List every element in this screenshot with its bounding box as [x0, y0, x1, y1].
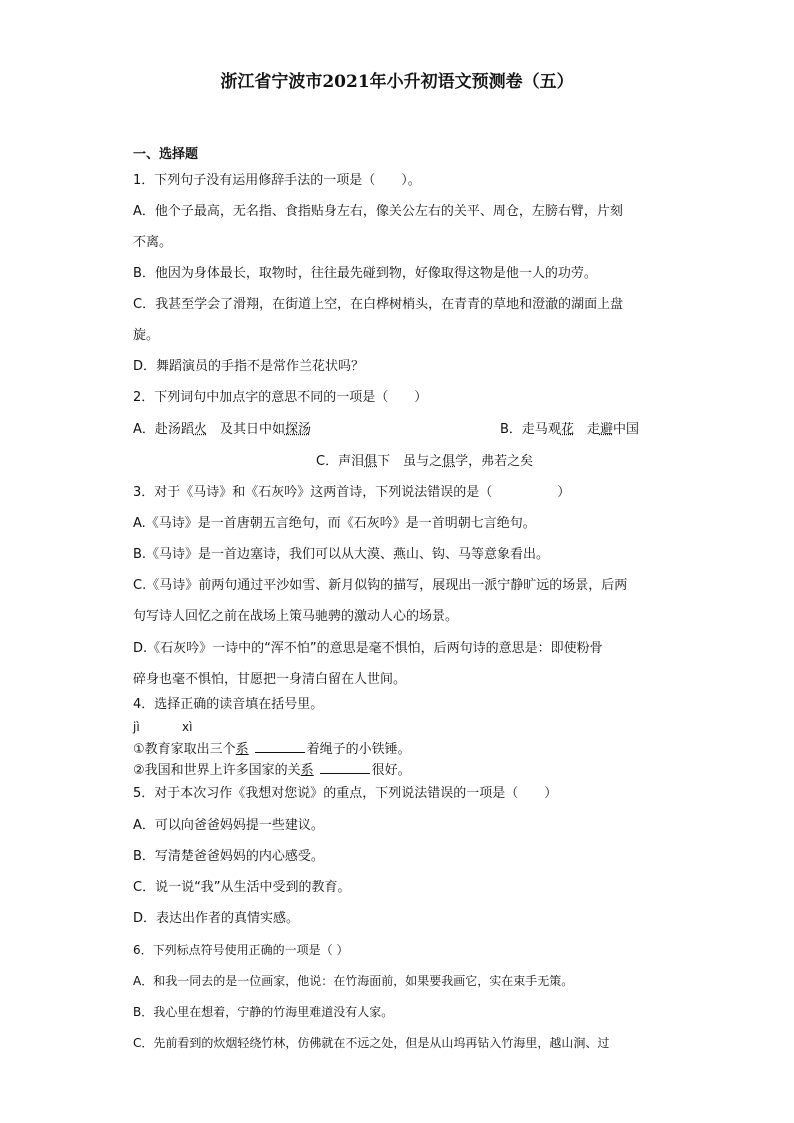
question-1-option-d: D．舞蹈演员的手指不是常作兰花状吗？: [133, 359, 365, 374]
question-3-option-c: C.《马诗》前两句通过平沙如雪、新月似钩的描写，展现出一派宁静旷远的场景，后两: [133, 578, 628, 593]
page-title: 浙江省宁波市2021年小升初语文预测卷（五）: [220, 72, 574, 92]
sentence-text: 着绳子的小铁锤。: [306, 742, 411, 757]
question-3-option-a: A.《马诗》是一首唐朝五言绝句，而《石灰吟》是一首明朝七言绝句。: [133, 516, 536, 531]
dotted-char: 火: [193, 422, 207, 437]
question-6-stem: 6．下列标点符号使用正确的一项是（ ）: [133, 943, 349, 957]
pinyin-xi: xì: [182, 720, 193, 734]
question-3-stem: 3．对于《马诗》和《石灰吟》这两首诗，下列说法错误的是（ ）: [133, 485, 571, 500]
option-label: B．: [500, 422, 522, 437]
option-label: C．: [316, 454, 339, 469]
question-6-option-c: C．先前看到的炊烟轻绕竹林，仿佛就在不远之处，但是从山坞再钻入竹海里，越山涧、过: [133, 1036, 610, 1050]
answer-blank[interactable]: [255, 739, 305, 753]
word: 声泪: [338, 454, 365, 469]
word: 虽与之: [403, 454, 443, 469]
word: 下: [377, 454, 391, 469]
question-5-option-a: A．可以向爸爸妈妈提一些建议。: [133, 818, 324, 833]
question-5-option-d: D．表达出作者的真情实感。: [133, 911, 300, 926]
question-2-option-b: [500, 421, 639, 439]
question-1-option-a-cont: 不离。: [133, 235, 173, 250]
question-5-option-b: B．写清楚爸爸妈妈的内心感受。: [133, 849, 324, 864]
question-2-stem: 2．下列词句中加点字的意思不同的一项是（ ）: [133, 390, 428, 405]
question-1-stem: 1．下列句子没有运用修辞手法的一项是（ ）。: [133, 173, 421, 188]
underlined-char: 系: [235, 742, 249, 757]
question-1-option-c: C．我甚至学会了滑翔，在街道上空，在白桦树梢头，在青青的草地和澄澈的湖面上盘: [133, 297, 624, 312]
sentence-text: 很好。: [371, 763, 411, 778]
underlined-char: 系: [300, 763, 314, 778]
question-2-option-a: [133, 421, 311, 439]
word: 中国: [613, 422, 640, 437]
question-4-sentence-2: [133, 760, 411, 780]
sentence-text: ①教育家取出三个: [133, 742, 236, 757]
word: 走马观: [521, 422, 561, 437]
dotted-char: 俱: [442, 454, 456, 469]
question-5-option-c: C．说一说“我”从生活中受到的教育。: [133, 880, 351, 895]
question-1-option-b: B．他因为身体最长，取物时，往往最先碰到物，好像取得这物是他一人的功劳。: [133, 266, 597, 281]
section-heading: 一、选择题: [133, 147, 199, 162]
question-2-option-c: [316, 453, 533, 471]
question-6-option-b: B．我心里在想着，宁静的竹海里难道没有人家。: [133, 1005, 394, 1019]
answer-blank[interactable]: [320, 760, 370, 774]
question-1-option-c-cont: 旋。: [133, 328, 160, 343]
dotted-char: 花: [560, 422, 574, 437]
question-6-option-a: A．和我一同去的是一位画家，他说：在竹海面前，如果要我画它，实在束手无策。: [133, 974, 574, 988]
dotted-char: 探汤: [284, 422, 311, 437]
option-label: A．: [133, 422, 155, 437]
question-1-option-a: A．他个子最高，无名指、食指贴身左右，像关公左右的关平、周仓，左膀右臂，片刻: [133, 204, 623, 219]
word: 及其日中如: [219, 422, 285, 437]
dotted-char: 避: [599, 422, 613, 437]
question-3-option-b: B.《马诗》是一首边塞诗，我们可以从大漠、燕山、钩、马等意象看出。: [133, 547, 550, 562]
pinyin-ji: jì: [133, 720, 140, 734]
word: 学，弗若之矣: [455, 454, 534, 469]
word: 赴汤蹈: [154, 422, 194, 437]
question-3-option-d-cont: 碎身也毫不惧怕，甘愿把一身清白留在人世间。: [133, 672, 407, 687]
separator: [574, 422, 587, 437]
separator: [207, 422, 220, 437]
question-3-option-c-cont: 句写诗人回忆之前在战场上策马驰骋的激动人心的场景。: [133, 609, 459, 624]
dotted-char: 俱: [364, 454, 378, 469]
word: 走: [586, 422, 600, 437]
sentence-text: ②我国和世界上许多国家的关: [133, 763, 301, 778]
question-4-sentence-1: [133, 739, 411, 759]
question-3-option-d: D.《石灰吟》一诗中的“浑不怕”的意思是毫不惧怕，后两句诗的意思是：即使粉骨: [133, 641, 603, 656]
question-4-stem: 4．选择正确的读音填在括号里。: [133, 697, 324, 712]
question-5-stem: 5．对于本次习作《我想对您说》的重点，下列说法错误的一项是（ ）: [133, 786, 558, 801]
separator: [390, 454, 403, 469]
